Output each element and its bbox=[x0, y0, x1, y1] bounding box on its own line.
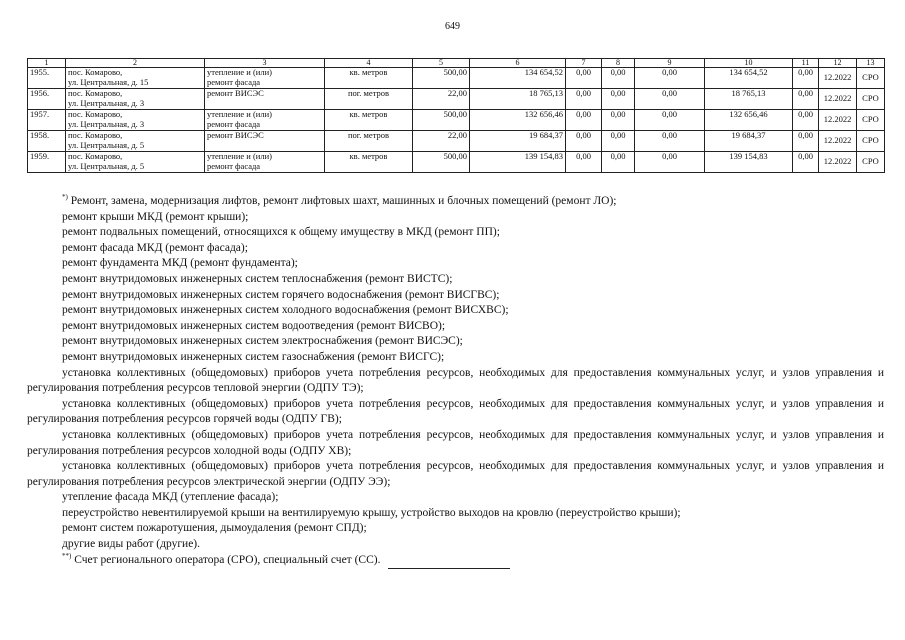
footnote-text: Ремонт, замена, модернизация лифтов, ремонт лифтовых шахт, машинных и блочных помещений (ремонт ЛО); bbox=[70, 195, 617, 207]
work-type-line: утепление и (или) bbox=[207, 109, 272, 119]
account-cell: СРО bbox=[857, 131, 885, 152]
quantity-cell: 22,00 bbox=[413, 131, 470, 152]
value-cell: 0,00 bbox=[566, 89, 602, 110]
work-type-line: ремонт фасада bbox=[207, 118, 261, 129]
address-cell bbox=[66, 68, 205, 89]
address-line: пос. Комарово, bbox=[68, 88, 123, 98]
footnote-line: ремонт внутридомовых инженерных систем водоотведения (ремонт ВИСВО); bbox=[62, 319, 446, 332]
account-cell: СРО bbox=[857, 89, 885, 110]
total-cost-cell: 134 654,52 bbox=[470, 68, 566, 89]
quantity-cell: 500,00 bbox=[413, 110, 470, 131]
work-type-line: утепление и (или) bbox=[207, 67, 272, 77]
date-cell: 12.2022 bbox=[819, 89, 857, 110]
footnote-marker: **) bbox=[62, 551, 72, 560]
address-line: пос. Комарово, bbox=[68, 67, 123, 77]
footnote-line: переустройство невентилируемой крыши на вентилируемую крышу, устройство выходов на кровлю (переустройство крыши); bbox=[62, 506, 681, 519]
value-cell: 134 654,52 bbox=[705, 68, 793, 89]
unit-cell: пог. метров bbox=[325, 131, 413, 152]
total-cost-cell: 139 154,83 bbox=[470, 152, 566, 173]
value-cell: 0,00 bbox=[635, 89, 705, 110]
quantity-cell: 22,00 bbox=[413, 89, 470, 110]
work-type-line: ремонт ВИСЭС bbox=[207, 130, 264, 140]
footnote-line: утепление фасада МКД (утепление фасада); bbox=[62, 491, 279, 504]
date-cell: 12.2022 bbox=[819, 110, 857, 131]
work-type-line: ремонт фасада bbox=[207, 76, 261, 87]
value-cell: 0,00 bbox=[566, 131, 602, 152]
value-cell: 0,00 bbox=[635, 131, 705, 152]
value-cell: 0,00 bbox=[566, 68, 602, 89]
address-line: пос. Комарово, bbox=[68, 151, 123, 161]
footnote-line: ремонт внутридомовых инженерных систем горячего водоснабжения (ремонт ВИСГВС); bbox=[62, 288, 500, 301]
work-type-line: утепление и (или) bbox=[207, 151, 272, 161]
footnote-paragraph: установка коллективных (общедомовых) приборов учета потребления ресурсов, необходимых для предоставления коммунальных услуг, и узлов управления и регулирования потребления ресурсов холодной воды (ОДПУ ХВ); bbox=[27, 428, 884, 457]
table-row bbox=[28, 131, 885, 152]
column-header: 11 bbox=[793, 59, 819, 68]
footnote-paragraph: установка коллективных (общедомовых) приборов учета потребления ресурсов, необходимых для предоставления коммунальных услуг, и узлов управления и регулирования потребления ресурсов горячей воды (ОДПУ ГВ); bbox=[27, 397, 884, 426]
footnote-line: ремонт крыши МКД (ремонт крыши); bbox=[62, 210, 249, 223]
work-type-cell bbox=[205, 110, 325, 131]
value-cell: 0,00 bbox=[602, 131, 635, 152]
row-number: 1957. bbox=[28, 110, 66, 131]
footnote-line: другие виды работ (другие). bbox=[62, 538, 200, 551]
address-line: ул. Центральная, д. 3 bbox=[68, 97, 145, 108]
column-header: 7 bbox=[566, 59, 602, 68]
footnote-line: ремонт фасада МКД (ремонт фасада); bbox=[62, 241, 248, 254]
value-cell: 139 154,83 bbox=[705, 152, 793, 173]
row-number: 1955. bbox=[28, 68, 66, 89]
footnote-marker: *) bbox=[62, 193, 68, 201]
column-header: 3 bbox=[205, 59, 325, 68]
total-cost-cell: 132 656,46 bbox=[470, 110, 566, 131]
footnote-paragraph: установка коллективных (общедомовых) приборов учета потребления ресурсов, необходимых для предоставления коммунальных услуг, и узлов управления и регулирования потребления ресурсов тепловой энергии (ОДПУ ТЭ); bbox=[27, 366, 884, 395]
column-header: 13 bbox=[857, 59, 885, 68]
address-line: ул. Центральная, д. 3 bbox=[68, 118, 145, 129]
address-line: ул. Центральная, д. 15 bbox=[68, 76, 149, 87]
account-cell: СРО bbox=[857, 68, 885, 89]
value-cell: 0,00 bbox=[793, 131, 819, 152]
work-type-cell bbox=[205, 68, 325, 89]
footnote-line: ремонт подвальных помещений, относящихся к общему имуществу в МКД (ремонт ПП); bbox=[62, 226, 500, 239]
value-cell: 0,00 bbox=[602, 68, 635, 89]
table-row bbox=[28, 68, 885, 89]
value-cell: 0,00 bbox=[602, 89, 635, 110]
total-cost-cell: 18 765,13 bbox=[470, 89, 566, 110]
value-cell: 0,00 bbox=[602, 152, 635, 173]
footnote-line: ремонт внутридомовых инженерных систем холодного водоснабжения (ремонт ВИСХВС); bbox=[62, 304, 509, 317]
unit-cell: кв. метров bbox=[325, 68, 413, 89]
value-cell: 18 765,13 bbox=[705, 89, 793, 110]
footnote-text: Счет регионального оператора (СРО), специальный счет (СС). bbox=[74, 553, 381, 566]
address-cell bbox=[66, 89, 205, 110]
footnote-line: ремонт внутридомовых инженерных систем газоснабжения (ремонт ВИСГС); bbox=[62, 350, 445, 363]
value-cell: 0,00 bbox=[793, 110, 819, 131]
table-header-row bbox=[28, 59, 885, 68]
value-cell: 0,00 bbox=[602, 110, 635, 131]
work-type-cell bbox=[205, 131, 325, 152]
column-header: 1 bbox=[28, 59, 66, 68]
work-type-cell bbox=[205, 152, 325, 173]
row-number: 1958. bbox=[28, 131, 66, 152]
date-cell: 12.2022 bbox=[819, 152, 857, 173]
footnote-line: ремонт фундамента МКД (ремонт фундамента); bbox=[62, 257, 298, 270]
address-cell bbox=[66, 131, 205, 152]
address-cell bbox=[66, 110, 205, 131]
row-number: 1959. bbox=[28, 152, 66, 173]
address-line: ул. Центральная, д. 5 bbox=[68, 139, 145, 150]
address-line: пос. Комарово, bbox=[68, 130, 123, 140]
row-number: 1956. bbox=[28, 89, 66, 110]
work-type-cell bbox=[205, 89, 325, 110]
date-cell: 12.2022 bbox=[819, 68, 857, 89]
page-number: 649 bbox=[445, 21, 460, 32]
footnote-line: ремонт внутридомовых инженерных систем электроснабжения (ремонт ВИСЭС); bbox=[62, 335, 463, 348]
table-row bbox=[28, 110, 885, 131]
column-header: 2 bbox=[66, 59, 205, 68]
value-cell: 19 684,37 bbox=[705, 131, 793, 152]
column-header: 8 bbox=[602, 59, 635, 68]
column-header: 10 bbox=[705, 59, 793, 68]
footnotes bbox=[27, 194, 884, 568]
value-cell: 0,00 bbox=[793, 68, 819, 89]
work-type-line: ремонт фасада bbox=[207, 160, 261, 171]
column-header: 4 bbox=[325, 59, 413, 68]
footnote-line: ремонт систем пожаротушения, дымоудаления (ремонт СПД); bbox=[62, 522, 367, 535]
value-cell: 0,00 bbox=[635, 152, 705, 173]
account-cell: СРО bbox=[857, 110, 885, 131]
date-cell: 12.2022 bbox=[819, 131, 857, 152]
account-cell: СРО bbox=[857, 152, 885, 173]
column-header: 12 bbox=[819, 59, 857, 68]
address-cell bbox=[66, 152, 205, 173]
footnote-line: ремонт внутридомовых инженерных систем теплоснабжения (ремонт ВИСТС); bbox=[62, 272, 453, 285]
address-line: пос. Комарово, bbox=[68, 109, 123, 119]
column-header: 5 bbox=[413, 59, 470, 68]
footnote-first-line bbox=[27, 194, 884, 210]
unit-cell: кв. метров bbox=[325, 110, 413, 131]
footnote-paragraph: установка коллективных (общедомовых) приборов учета потребления ресурсов, необходимых для предоставления коммунальных услуг, и узлов управления и регулирования потребления ресурсов электрической энергии (ОДПУ ЭЭ); bbox=[27, 460, 884, 488]
value-cell: 0,00 bbox=[793, 152, 819, 173]
table-row bbox=[28, 89, 885, 110]
address-line: ул. Центральная, д. 5 bbox=[68, 160, 145, 171]
unit-cell: пог. метров bbox=[325, 89, 413, 110]
unit-cell: кв. метров bbox=[325, 152, 413, 173]
table-row bbox=[28, 152, 885, 173]
closing-divider bbox=[388, 568, 510, 569]
work-type-line: ремонт ВИСЭС bbox=[207, 88, 264, 98]
total-cost-cell: 19 684,37 bbox=[470, 131, 566, 152]
column-header: 9 bbox=[635, 59, 705, 68]
value-cell: 0,00 bbox=[635, 68, 705, 89]
quantity-cell: 500,00 bbox=[413, 152, 470, 173]
value-cell: 0,00 bbox=[566, 152, 602, 173]
value-cell: 0,00 bbox=[635, 110, 705, 131]
value-cell: 132 656,46 bbox=[705, 110, 793, 131]
column-header: 6 bbox=[470, 59, 566, 68]
value-cell: 0,00 bbox=[793, 89, 819, 110]
repair-schedule-table bbox=[27, 58, 885, 173]
quantity-cell: 500,00 bbox=[413, 68, 470, 89]
footnote-second bbox=[27, 553, 884, 569]
value-cell: 0,00 bbox=[566, 110, 602, 131]
